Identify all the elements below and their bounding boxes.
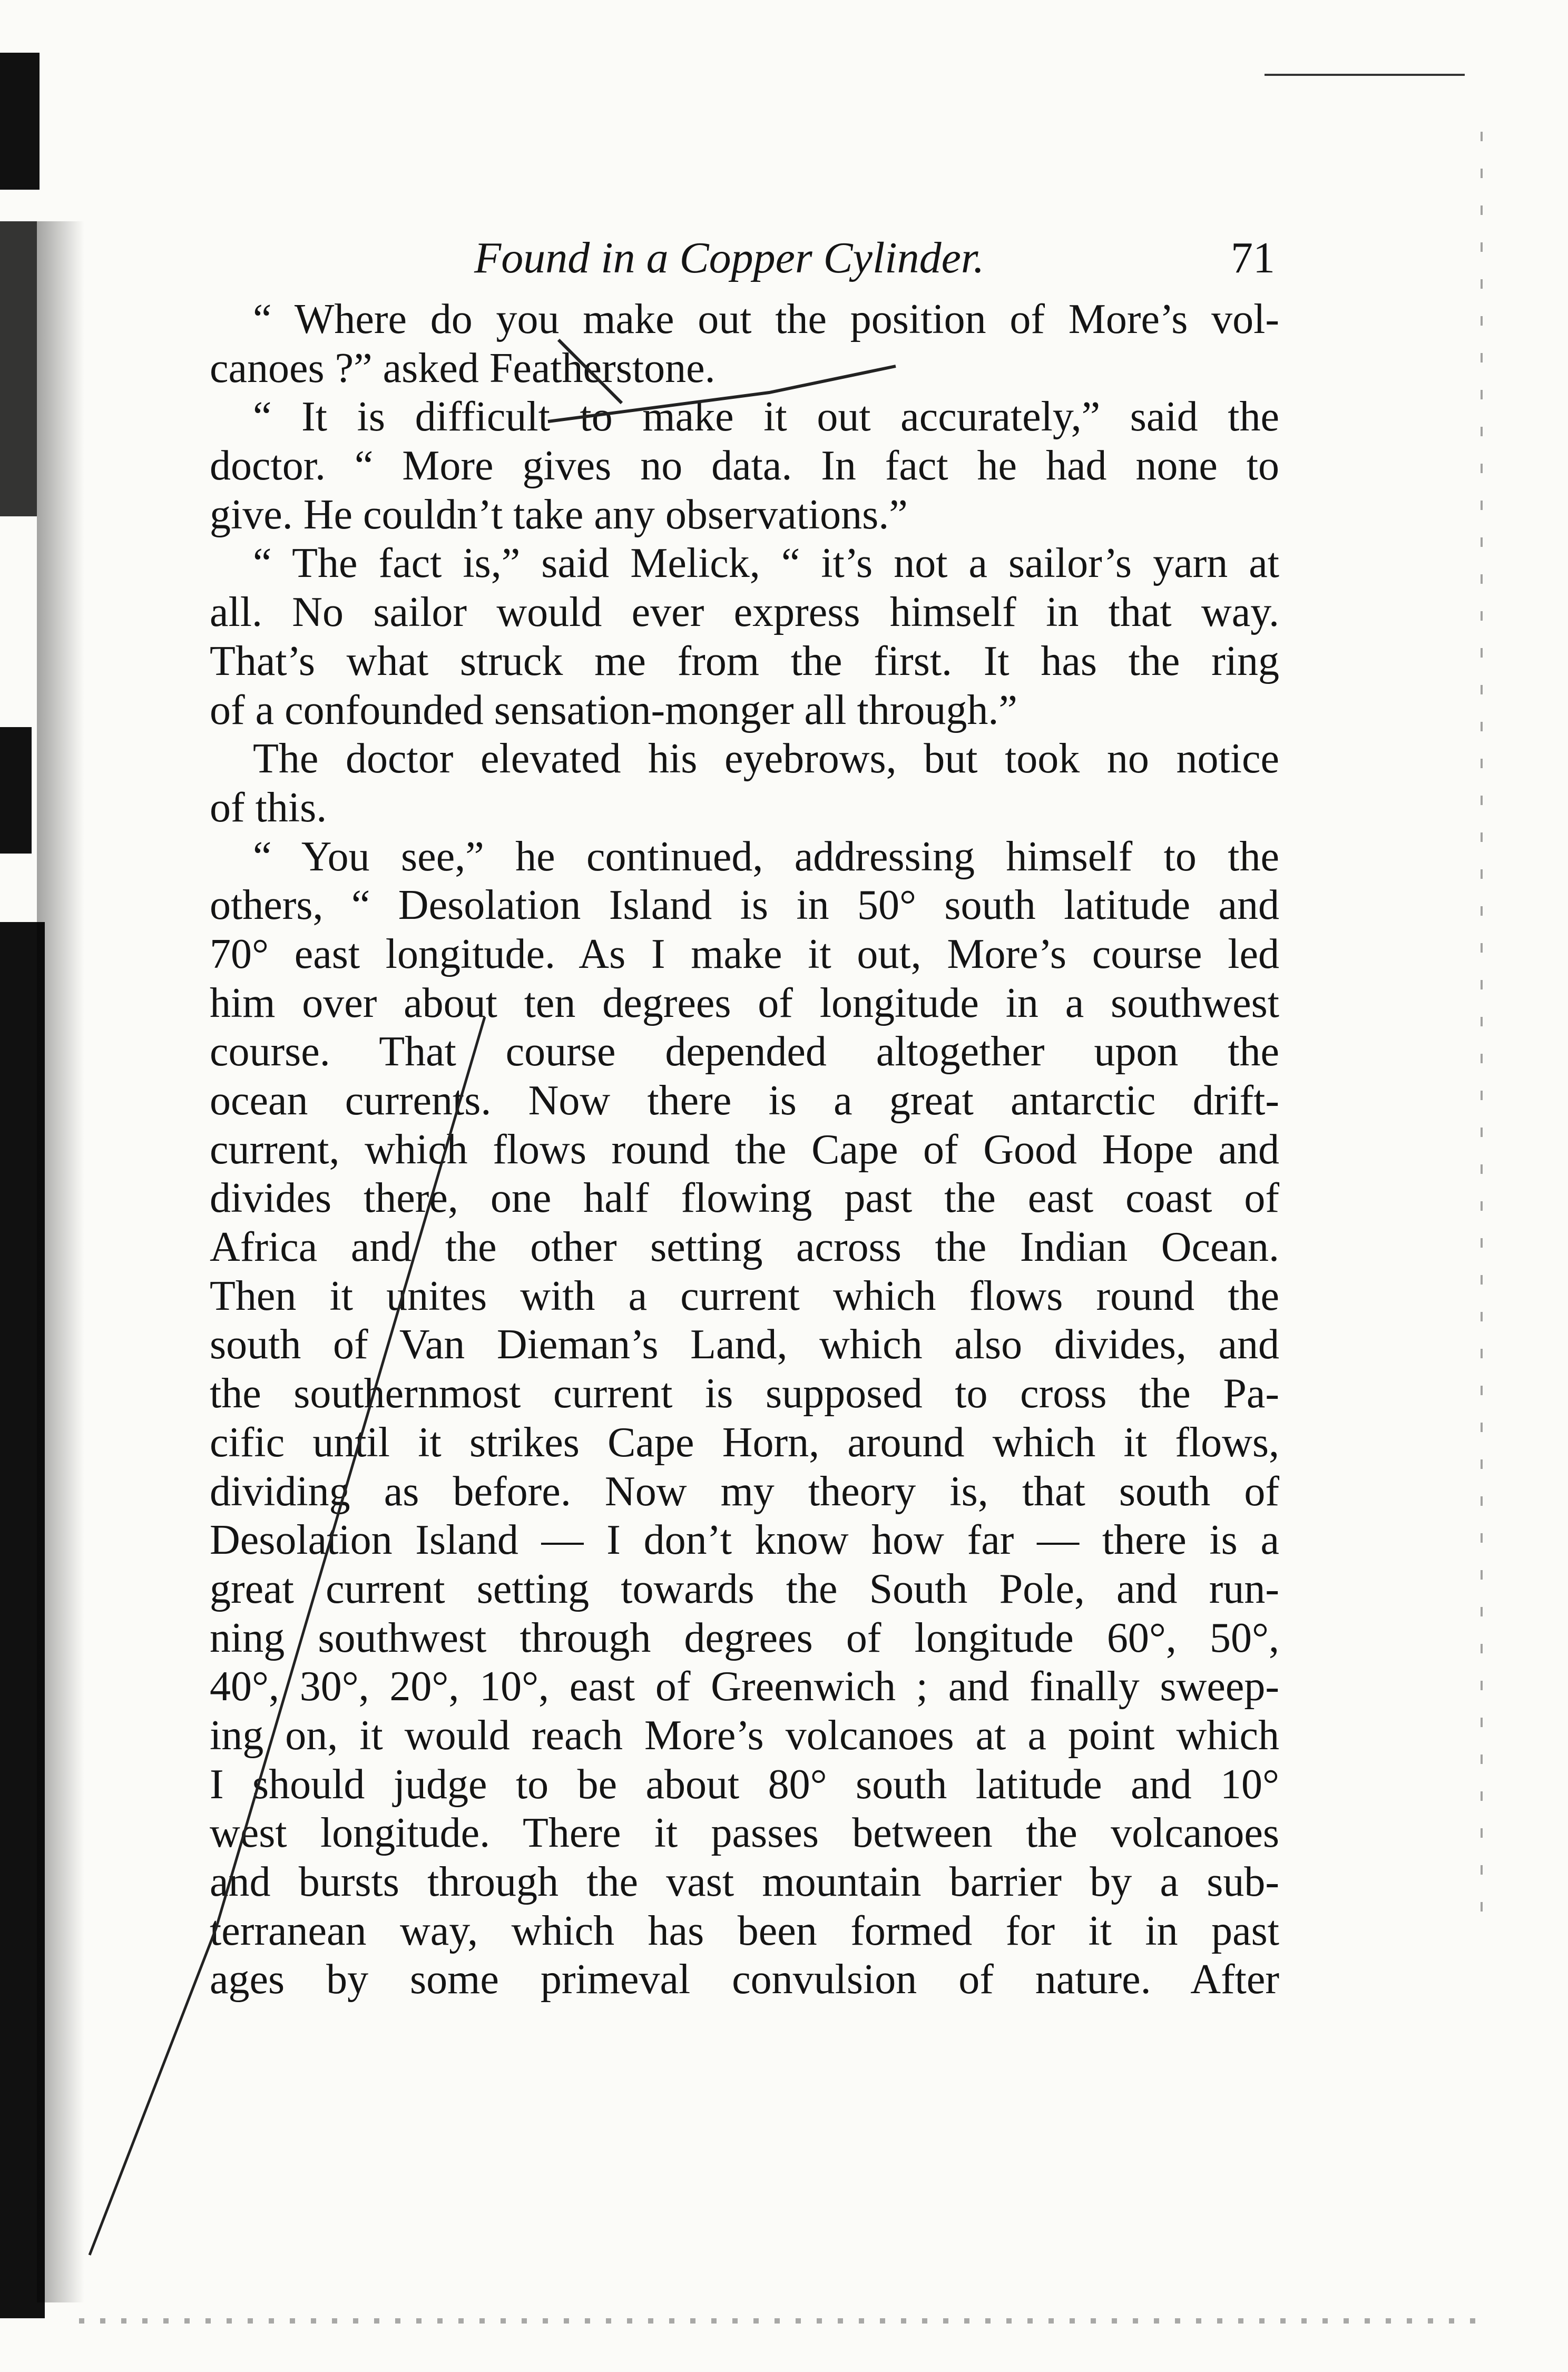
running-header bbox=[211, 232, 1275, 285]
body-text bbox=[210, 295, 1279, 2004]
text-line: “ Where do you make out the position of More’s vol- bbox=[253, 296, 1279, 342]
scan-binding-shadow bbox=[0, 53, 40, 190]
text-line: divides there, one half flowing past the east coast of bbox=[210, 1175, 1279, 1222]
text-line: south of Van Dieman’s Land, which also divides, and bbox=[210, 1321, 1279, 1368]
text-line: Desolation Island — I don’t know how far — there is a bbox=[210, 1517, 1279, 1564]
text-line: ning southwest through degrees of longitude 60°, 50°, bbox=[210, 1614, 1279, 1661]
text-line: of this. bbox=[210, 784, 327, 831]
text-line: him over about ten degrees of longitude in a southwest bbox=[210, 979, 1279, 1026]
text-line: others, “ Desolation Island is in 50° south latitude and bbox=[210, 882, 1279, 929]
text-line: west longitude. There it passes between the volcanoes bbox=[210, 1810, 1279, 1857]
text-line: and bursts through the vast mountain barrier by a sub- bbox=[210, 1859, 1279, 1905]
text-line: terranean way, which has been formed for it in past bbox=[210, 1907, 1279, 1954]
text-line: all. No sailor would ever express himself in that way. bbox=[210, 589, 1279, 636]
text-line: course. That course depended altogether upon the bbox=[210, 1028, 1279, 1075]
text-line: ocean currents. Now there is a great antarctic drift- bbox=[210, 1077, 1279, 1124]
running-title: Found in a Copper Cylinder. bbox=[474, 233, 985, 282]
text-line: doctor. “ More gives no data. In fact he had none to bbox=[210, 443, 1279, 489]
text-line: dividing as before. Now my theory is, that south of bbox=[210, 1468, 1279, 1515]
scan-binding-gradient bbox=[37, 221, 84, 2302]
scan-bottom-noise bbox=[79, 2318, 1475, 2324]
text-line: great current setting towards the South Pole, and run- bbox=[210, 1565, 1279, 1612]
text-line: current, which flows round the Cape of Good Hope and bbox=[210, 1126, 1279, 1173]
scan-edge-rule bbox=[1265, 74, 1465, 76]
text-line: of a confounded sensation-monger all through.” bbox=[210, 687, 1017, 733]
text-line: 40°, 30°, 20°, 10°, east of Greenwich ; and finally sweep- bbox=[210, 1663, 1279, 1710]
text-line: Africa and the other setting across the Indian Ocean. bbox=[210, 1224, 1279, 1271]
text-line: “ You see,” he continued, addressing himself to the bbox=[253, 833, 1279, 880]
text-line: cific until it strikes Cape Horn, around which it flows, bbox=[210, 1419, 1279, 1466]
scan-right-edge bbox=[1481, 132, 1483, 1923]
text-line: 70° east longitude. As I make it out, More’s course led bbox=[210, 930, 1279, 977]
scan-binding-shadow bbox=[0, 727, 32, 854]
text-line: ages by some primeval convulsion of nature. After bbox=[210, 1956, 1279, 2003]
text-line: That’s what struck me from the first. It has the ring bbox=[210, 638, 1279, 684]
text-line: “ The fact is,” said Melick, “ it’s not a sailor’s yarn at bbox=[253, 540, 1279, 587]
text-line: canoes ?” asked Featherstone. bbox=[210, 345, 716, 391]
text-line: ing on, it would reach More’s volcanoes at a point which bbox=[210, 1712, 1279, 1759]
scan-binding-shadow bbox=[0, 221, 37, 516]
text-line: The doctor elevated his eyebrows, but took no notice bbox=[253, 736, 1279, 782]
text-line: Then it unites with a current which flows round the bbox=[210, 1272, 1279, 1319]
text-line: I should judge to be about 80° south latitude and 10° bbox=[210, 1761, 1279, 1808]
text-line: give. He couldn’t take any observations.” bbox=[210, 491, 908, 538]
text-line: “ It is difficult to make it out accurately,” said the bbox=[253, 394, 1279, 440]
text-line: the southernmost current is supposed to cross the Pa- bbox=[210, 1370, 1279, 1417]
page-number: 71 bbox=[1231, 233, 1275, 282]
